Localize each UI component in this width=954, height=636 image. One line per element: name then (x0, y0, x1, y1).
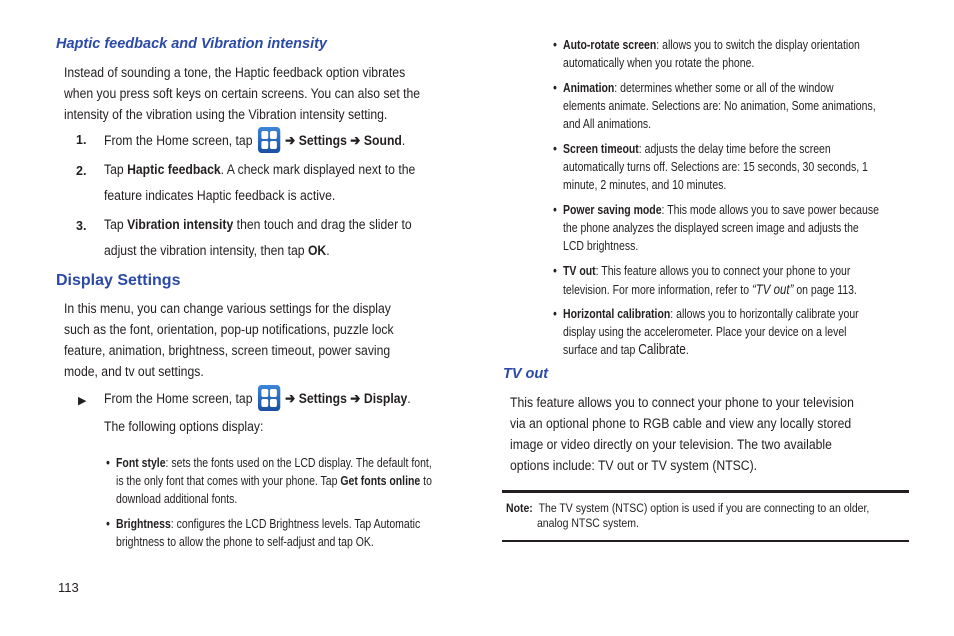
apps-icon (258, 127, 280, 153)
display-settings-heading: Display Settings (56, 272, 181, 289)
bullet-line (563, 341, 907, 359)
bullet-text: : allows you to horizontally calibrate your (670, 306, 859, 321)
bullet-dot: • (553, 141, 557, 156)
bullet-title: Brightness (116, 516, 171, 531)
settings-label: Settings (298, 391, 347, 407)
haptic-feedback-label: Haptic feedback (127, 162, 221, 178)
bullet-dot: • (106, 455, 110, 470)
tv-out-text (510, 393, 914, 477)
note-box (502, 490, 909, 542)
display-intro (64, 299, 468, 383)
haptic-intro (64, 63, 468, 126)
punct: . (326, 243, 330, 259)
step-line (104, 238, 465, 264)
bullet-line: the phone analyzes the displayed screen image and adjusts the (563, 220, 859, 235)
display-label: Display (363, 391, 408, 407)
step-line (104, 157, 465, 183)
punct: . (685, 342, 689, 357)
step-number: 3. (76, 219, 87, 233)
bullet-dot: • (553, 263, 557, 278)
bullet-text: is the only font that comes with your phone. Tap (116, 473, 341, 488)
bullet-title: TV out (563, 263, 596, 278)
bullet-line: elements animate. Selections are: No animation, Some animations, (563, 98, 876, 113)
bullet-dot: • (553, 37, 557, 52)
following-options-text: The following options display: (104, 419, 264, 435)
bullet-line (116, 454, 469, 472)
step-text: From the Home screen, tap (104, 133, 253, 149)
display-step-text (104, 385, 465, 412)
bullet-line: LCD brightness. (563, 238, 639, 253)
bullet-text: surface and tap (563, 342, 639, 357)
tv-out-line: options include: TV out or TV system (NTSC). (510, 458, 758, 474)
step-line (104, 212, 465, 238)
tv-out-line: This feature allows you to connect your phone to your television (510, 395, 854, 411)
bullet-title: Font style (116, 455, 166, 470)
bullet-title: Animation (563, 80, 615, 95)
bullet-dot: • (553, 306, 557, 321)
bullet-text: to (420, 473, 432, 488)
settings-label: Settings (298, 133, 347, 149)
bullet-text: on page 113. (793, 282, 857, 297)
haptic-intro-line: when you press soft keys on certain screens. You can also set the (64, 86, 421, 102)
bullet-line (563, 36, 907, 54)
step-number: 2. (76, 164, 87, 178)
bullet-text: : determines whether some or all of the window (614, 80, 834, 95)
sound-label: Sound (363, 133, 402, 149)
display-intro-line: such as the font, orientation, pop-up notifications, puzzle lock (64, 322, 394, 338)
bullet-auto-rotate (553, 36, 907, 72)
arrow-icon: ➔ (285, 133, 296, 149)
step-text: Tap (104, 217, 128, 233)
bullet-line (116, 472, 469, 490)
haptic-intro-line: intensity of the vibration using the Vibration intensity setting. (64, 107, 388, 123)
step-text: From the Home screen, tap (104, 391, 253, 407)
bullet-text: : adjusts the delay time before the screen (638, 141, 831, 156)
bullet-dot: • (553, 202, 557, 217)
bullet-title: Power saving mode (563, 202, 662, 217)
haptic-heading: Haptic feedback and Vibration intensity (56, 36, 327, 52)
bullet-text: : allows you to switch the display orientation (656, 37, 860, 52)
calibrate-label: Calibrate (638, 342, 686, 358)
step-text: Tap (104, 162, 128, 178)
bullet-line (563, 201, 907, 219)
bullet-line: display using the accelerometer. Place your device on a level (563, 324, 847, 339)
page-number: 113 (58, 580, 79, 595)
tv-out-link[interactable]: “TV out” (751, 281, 794, 297)
haptic-intro-line: Instead of sounding a tone, the Haptic feedback option vibrates (64, 65, 406, 81)
arrow-icon: ➔ (285, 391, 296, 407)
note-line: analog NTSC system. (536, 516, 639, 530)
step-1-text (104, 127, 465, 154)
bullet-screen-timeout (553, 140, 907, 194)
bullet-line: automatically turns off. Selections are: 15 seconds, 30 seconds, 1 (563, 159, 868, 174)
note-text-line: The TV system (NTSC) option is used if you are connecting to an older, (538, 501, 870, 515)
punct: . (401, 133, 406, 149)
ok-label: OK (307, 243, 327, 259)
arrow-icon: ➔ (350, 391, 361, 407)
bullet-tv-out (553, 262, 907, 299)
step-text: then touch and drag the slider to (233, 217, 412, 233)
punct: . (407, 391, 411, 407)
bullet-line (563, 280, 907, 299)
display-intro-line: In this menu, you can change various settings for the display (64, 301, 391, 317)
note-line (506, 501, 910, 516)
bullet-horizontal-calibration (553, 305, 907, 359)
step-number: 1. (76, 133, 87, 147)
tv-out-heading: TV out (503, 366, 549, 382)
bullet-line (116, 515, 469, 533)
bullet-animation (553, 79, 907, 133)
bullet-line (563, 305, 907, 323)
bullet-line: and All animations. (563, 116, 652, 131)
tv-out-line: image or video directly on your television. The two available (510, 437, 832, 453)
tv-out-line: via an optional phone to RGB cable and view any locally stored (510, 416, 852, 432)
step-3-text (104, 212, 465, 264)
bullet-line (563, 262, 907, 280)
triangle-bullet-icon: ▶ (78, 395, 87, 407)
bullet-line (563, 140, 907, 158)
bullet-brightness (106, 515, 469, 551)
step-2-text (104, 157, 465, 209)
bullet-line (563, 79, 907, 97)
step-line: feature indicates Haptic feedback is active. (104, 188, 336, 204)
note-text (506, 501, 910, 531)
bullet-text: : configures the LCD Brightness levels. Tap Automatic (170, 516, 421, 531)
note-label: Note: (506, 501, 533, 515)
bullet-power-saving (553, 201, 907, 255)
bullet-title: Screen timeout (563, 141, 639, 156)
vibration-intensity-label: Vibration intensity (127, 217, 234, 233)
bullet-text: television. For more information, refer to (563, 282, 752, 297)
step-text: . A check mark displayed next to the (220, 162, 416, 178)
arrow-icon: ➔ (350, 133, 361, 149)
bullet-text: : This mode allows you to save power because (661, 202, 879, 217)
bullet-dot: • (553, 80, 557, 95)
bullet-line: minute, 2 minutes, and 10 minutes. (563, 177, 727, 192)
bullet-font-style (106, 454, 469, 508)
get-fonts-online-label: Get fonts online (340, 473, 421, 488)
display-intro-line: mode, and tv out settings. (64, 364, 204, 380)
bullet-text: : sets the fonts used on the LCD display. The default font, (165, 455, 432, 470)
bullet-dot: • (106, 516, 110, 531)
display-intro-line: feature, animation, brightness, screen timeout, power saving (64, 343, 391, 359)
step-text: adjust the vibration intensity, then tap (104, 243, 308, 259)
apps-icon (258, 385, 280, 411)
bullet-title: Auto-rotate screen (563, 37, 657, 52)
bullet-line: automatically when you rotate the phone. (563, 55, 755, 70)
bullet-title: Horizontal calibration (563, 306, 671, 321)
bullet-line: download additional fonts. (116, 491, 238, 506)
bullet-line: brightness to allow the phone to self-adjust and tap OK. (116, 534, 374, 549)
bullet-text: : This feature allows you to connect your phone to your (595, 263, 851, 278)
